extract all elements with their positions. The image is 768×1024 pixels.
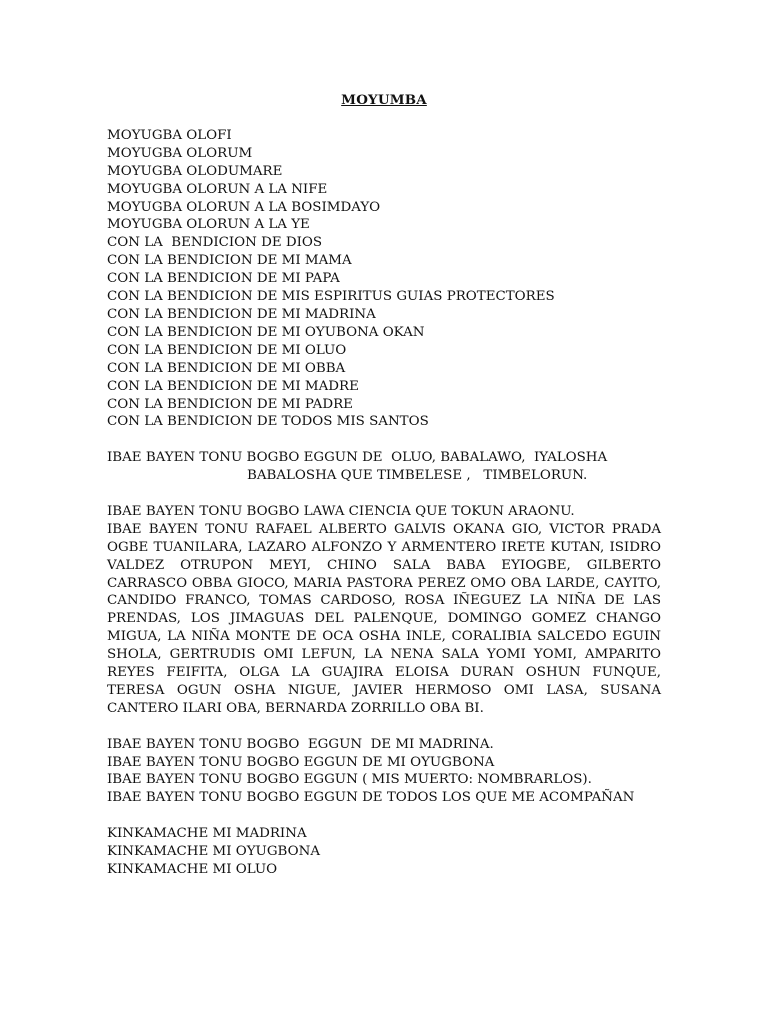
document-page: [107, 92, 661, 879]
moyugba-line: MOYUGBA OLORUN A LA BOSIMDAYO: [107, 199, 381, 215]
ibae-line: IBAE BAYEN TONU BOGBO EGGUN DE MI OYUGBONA: [107, 754, 495, 770]
spacer: [107, 485, 661, 503]
page-title: MOYUMBA: [341, 92, 427, 108]
moyugba-line: MOYUGBA OLORUN A LA NIFE: [107, 181, 328, 197]
ibae-line: IBAE BAYEN TONU BOGBO EGGUN ( MIS MUERTO: NOMBRARLOS).: [107, 772, 592, 788]
spacer: [107, 807, 661, 825]
bendicion-line: CON LA BENDICION DE MI MADRE: [107, 378, 359, 394]
ibae-line-indented: BABALOSHA QUE TIMBELESE , TIMBELORUN.: [247, 468, 588, 484]
spacer: [107, 718, 661, 736]
bendicion-line: CON LA BENDICION DE MIS ESPIRITUS GUIAS PROTECTORES: [107, 289, 555, 305]
bendicion-line: CON LA BENDICION DE DIOS: [107, 235, 323, 251]
bendicion-line: CON LA BENDICION DE MI OLUO: [107, 342, 347, 358]
ibae-line: IBAE BAYEN TONU BOGBO EGGUN DE TODOS LOS QUE ME ACOMPAÑAN: [107, 790, 635, 806]
spacer: [107, 431, 661, 449]
moyugba-line: MOYUGBA OLODUMARE: [107, 163, 283, 179]
bendicion-line: CON LA BENDICION DE MI PAPA: [107, 271, 340, 287]
moyugba-line: MOYUGBA OLOFI: [107, 127, 232, 143]
bendicion-line: CON LA BENDICION DE MI MADRINA: [107, 306, 376, 322]
bendicion-line: CON LA BENDICION DE TODOS MIS SANTOS: [107, 414, 429, 430]
kinkamache-block: [107, 825, 661, 879]
ibae-line: IBAE BAYEN TONU BOGBO LAWA CIENCIA QUE TOKUN ARAONU.: [107, 503, 575, 519]
bendicion-line: CON LA BENDICION DE MI PADRE: [107, 396, 353, 412]
bendicion-line: CON LA BENDICION DE MI OBBA: [107, 360, 346, 376]
ibae-eggun-block: [107, 449, 661, 485]
ibae-line: IBAE BAYEN TONU BOGBO EGGUN DE OLUO, BABALAWO, IYALOSHA: [107, 450, 608, 466]
ibae-family-block: [107, 736, 661, 808]
moyugba-line: MOYUGBA OLORUM: [107, 145, 253, 161]
ibae-line: IBAE BAYEN TONU BOGBO EGGUN DE MI MADRINA.: [107, 736, 494, 752]
kinkamache-line: KINKAMACHE MI OLUO: [107, 862, 278, 877]
kinkamache-line: KINKAMACHE MI MADRINA: [107, 826, 307, 842]
moyugba-line: MOYUGBA OLORUN A LA YE: [107, 217, 310, 233]
ibae-names-block: [107, 503, 661, 718]
bendicion-line: CON LA BENDICION DE MI OYUBONA OKAN: [107, 324, 425, 340]
kinkamache-line: KINKAMACHE MI OYUGBONA: [107, 844, 320, 860]
ibae-names-paragraph: IBAE BAYEN TONU RAFAEL ALBERTO GALVIS OKANA GIO, VICTOR PRADA OGBE TUANILARA, LAZARO ALFONZO Y ARMENTERO IRETE KUTAN, ISIDRO VALDEZ OTRUPON MEYI, CHINO SALA BABA EYIOGBE, GILBERTO CARRASCO OBBA GIOCO, MARIA PASTORA PEREZ OMO OBA LARDE, CAYITO, CANDIDO FRANCO, TOMAS CARDOSO, ROSA IÑEGUEZ LA NIÑA DE LAS PRENDAS, LOS JIMAGUAS DEL PALENQUE, DOMINGO GOMEZ CHANGO MIGUA, LA NIÑA MONTE DE OCA OSHA INLE, CORALIBIA SALCEDO EGUIN SHOLA, GERTRUDIS OMI LEFUN, LA NENA SALA YOMI YOMI, AMPARITO REYES FEIFITA, OLGA LA GUAJIRA ELOISA DURAN OSHUN FUNQUE, TERESA OGUN OSHA NIGUE, JAVIER HERMOSO OMI LASA, SUSANA CANTERO ILARI OBA, BERNARDA ZORRILLO OBA BI.: [107, 521, 661, 716]
moyugba-list: [107, 127, 661, 431]
bendicion-line: CON LA BENDICION DE MI MAMA: [107, 253, 352, 269]
